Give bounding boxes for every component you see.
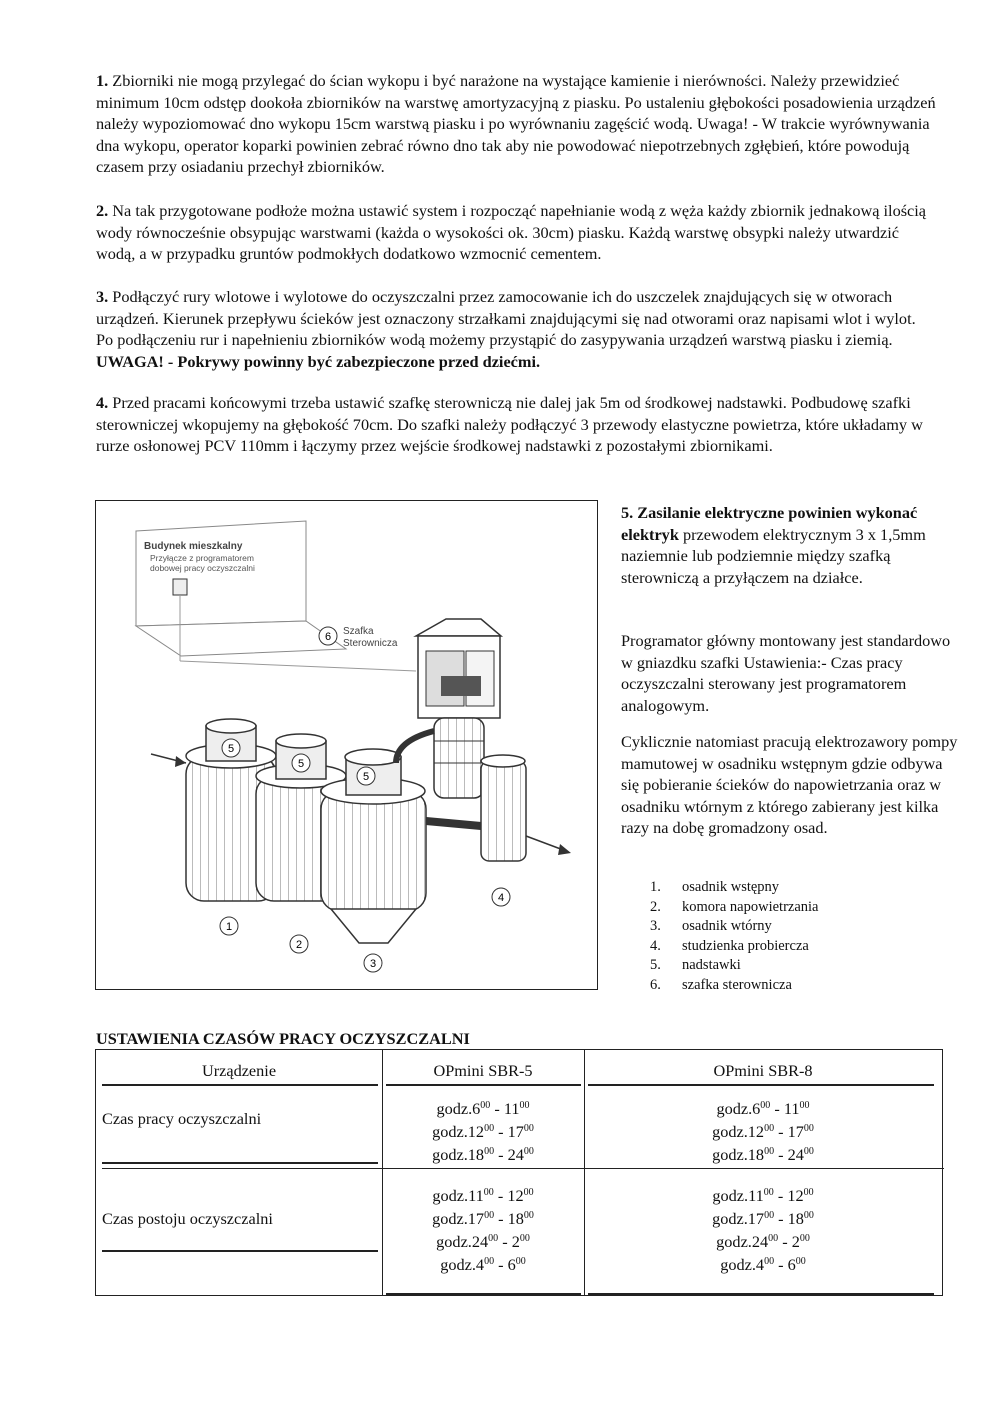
svg-text:6: 6 [324,631,332,643]
time-entry: $godz.24^{00} - 2^{00}$ [716,1232,810,1251]
svg-text:5: 5 [227,743,235,755]
time-entry: $godz.17^{00} - 18^{00}$ [712,1209,814,1228]
legend-item: 3. osadnik wtórny [650,918,772,935]
svg-text:3: 3 [369,958,377,970]
cabinet-label-1: Szafka [343,626,374,637]
header-sbr8: OPmini SBR-8 [713,1061,813,1080]
time-entry: $godz.6^{00} - 11^{00}$ [716,1099,810,1118]
paragraph-3-warning: UWAGA! - Pokrywy powinny być zabezpieczone przed dziećmi. [96,351,541,371]
sbr5-pause-times [382,1184,584,1276]
time-entry: $godz.24^{00} - 2^{00}$ [436,1232,530,1251]
installation-diagram-drawing [96,501,596,988]
paragraph-1 [96,70,936,178]
paragraph-2 [96,200,936,265]
legend-list [650,878,910,996]
legend-item: 5. nadstawki [650,957,741,974]
paragraph-4-number: 4. [96,393,109,412]
cabinet-label-2: Sterownicza [343,638,398,649]
time-entry: $godz.11^{00} - 12^{00}$ [712,1186,814,1205]
paragraph-1-text: Zbiorniki nie mogą przylegać do ścian wykopu i być narażone na wystające kamienie i nierówności. Należy przewidzieć minimum 10cm odstęp dookoła zbiorników na warstwę amortyzacyjną z piasku. Po ustaleniu głębokości posadowienia urządzeń należy wypoziomować dno wykopu 15cm warstwą piasku i po wyrównaniu zagęścić wodą. Uwaga! - W trakcie wyrównywania dna wykopu, operator koparki powinien zebrać równo dno tak aby nie powodować niepotrzebnych zgłębień, które powodują czasem przy osiadaniu przechył zbiorników. [96,71,936,177]
paragraph-4-text: Przed pracami końcowymi trzeba ustawić szafkę sterowniczą nie dalej jak 5m od środkowej nadstawki. Podbudowę szafki sterowniczej wkopujemy na głębokość 70cm. Do szafki należy podłączyć 3 przewody elastyczne powietrza, które układamy w rurze osłonowej PCV 110mm i łączymy przez wejście środkowej nadstawki z pozostałymi zbiornikami. [96,393,923,456]
side-paragraph-5 [621,502,961,588]
header-device: Urządzenie [201,1061,277,1080]
time-entry: $godz.4^{00} - 6^{00}$ [720,1255,806,1274]
sbr8-pause-times [584,1184,942,1276]
svg-text:2: 2 [295,939,303,951]
side-paragraph-5-bold: 5. Zasilanie elektryczne powinien wykonać elektryk [621,503,918,544]
svg-text:1: 1 [225,921,233,933]
sbr8-work-times [584,1097,942,1166]
installation-diagram [95,500,598,990]
legend-item: 4. studzienka probiercza [650,937,809,954]
row-label-pause: Czas postoju oczyszczalni [102,1209,273,1228]
time-entry: $godz.18^{00} - 24^{00}$ [712,1145,814,1164]
header-sbr5: OPmini SBR-5 [433,1061,533,1080]
table-title: USTAWIENIA CZASÓW PRACY OCZYSZCZALNI [96,1029,470,1048]
svg-text:4: 4 [497,892,505,904]
paragraph-1-number: 1. [96,71,109,90]
paragraph-4 [96,392,936,457]
time-entry: $godz.4^{00} - 6^{00}$ [440,1255,526,1274]
row-label-work: Czas pracy oczyszczalni [102,1109,262,1128]
settings-table [95,1049,943,1296]
time-entry: $godz.17^{00} - 18^{00}$ [432,1209,534,1228]
side-paragraph-6: Programator główny montowany jest standardowo w gniazdku szafki Ustawienia:- Czas pracy oczyszczalni sterowany jest programatorem analogowym. [621,631,951,715]
time-entry: $godz.11^{00} - 12^{00}$ [432,1186,534,1205]
sampling-well-drawing [481,755,526,861]
side-paragraph-7: Cyklicznie natomiast pracują elektrozawory pompy mamutowej w osadniku wstępnym gdzie odbywa się pobieranie ścieków do napowietrzania oraz w osadniku wtórnym z którego zabierany jest kilka razy na dobę gromadzony osad. [621,732,958,838]
building-sub1: Przyłącze z programatorem [150,553,254,563]
paragraph-3-text: Podłączyć rury wlotowe i wylotowe do oczyszczalni przez zamocowanie ich do uszczelek znajdujących się w otworach urządzeń. Kierunek przepływu ścieków jest oznaczony strzałkami znajdującymi się nad otworami oraz napisami wlot i wylot. Po podłączeniu rur i napełnieniu zbiorników wodą możemy przystąpić do zasypywania urządzeń warstwą piasku i ziemią. [96,287,916,350]
legend-item: 2. komora napowietrzania [650,898,819,915]
svg-text:5: 5 [297,758,305,770]
building-title: Budynek mieszkalny [144,541,243,552]
building-sub2: dobowej pracy oczyszczalni [150,563,255,573]
time-entry: $godz.6^{00} - 11^{00}$ [436,1099,530,1118]
time-entry: $godz.12^{00} - 17^{00}$ [712,1122,814,1141]
paragraph-3 [96,286,936,372]
paragraph-2-number: 2. [96,201,109,220]
side-paragraph-5-rest: przewodem elektrycznym 3 x 1,5mm naziemnie lub podziemnie między szafką sterowniczą a przyłączem na działce. [621,524,926,587]
svg-text:5: 5 [362,771,370,783]
time-entry: $godz.12^{00} - 17^{00}$ [432,1122,534,1141]
paragraph-2-text: Na tak przygotowane podłoże można ustawić system i rozpocząć napełnianie wodą z węża każdy zbiornik jednakową ilością wody równocześnie obsypując warstwami (każda o wysokości ok. 30cm) piasku. Każdą warstwę obsypki należy utwardzić wodą, a w przypadku gruntów podmokłych dodatkowo wzmocnić cementem. [96,201,927,264]
timer-socket-icon [173,579,187,595]
paragraph-3-number: 3. [96,287,109,306]
sbr5-work-times [382,1097,584,1166]
time-entry: $godz.18^{00} - 24^{00}$ [432,1145,534,1164]
legend-item: 6. szafka sterownicza [650,976,792,993]
legend-item: 1. osadnik wstępny [650,879,780,895]
